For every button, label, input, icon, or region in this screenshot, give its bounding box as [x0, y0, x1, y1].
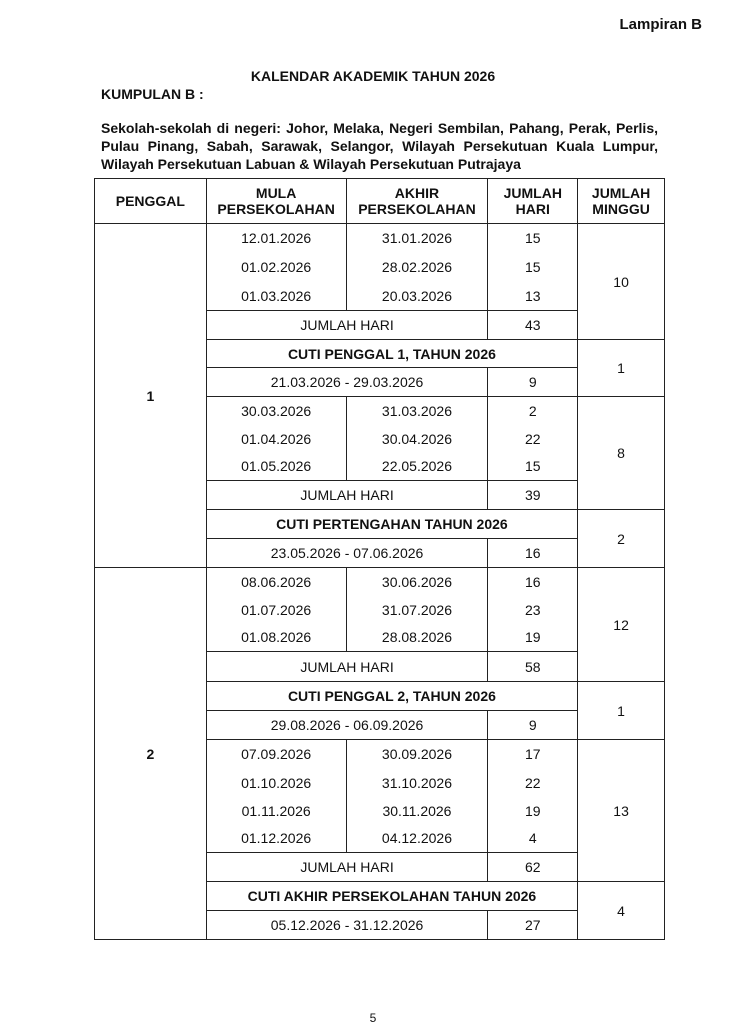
cuti-range: 29.08.2026 - 06.09.2026 — [206, 711, 488, 740]
hari-cell: 15 — [488, 453, 578, 481]
minggu-cell: 2 — [578, 510, 665, 568]
akhir-cell: 30.09.2026 — [346, 740, 488, 769]
mula-cell: 01.05.2026 — [206, 453, 346, 481]
mula-cell: 01.08.2026 — [206, 624, 346, 652]
hari-cell: 23 — [488, 596, 578, 624]
minggu-cell: 1 — [578, 682, 665, 740]
mula-cell: 07.09.2026 — [206, 740, 346, 769]
header-penggal: PENGGAL — [95, 179, 207, 224]
cuti-title: CUTI AKHIR PERSEKOLAHAN TAHUN 2026 — [206, 882, 577, 911]
minggu-cell: 8 — [578, 397, 665, 510]
mula-cell: 01.10.2026 — [206, 769, 346, 797]
hari-cell: 16 — [488, 568, 578, 596]
hari-cell: 22 — [488, 769, 578, 797]
cuti-hari: 9 — [488, 368, 578, 397]
document-title: KALENDAR AKADEMIK TAHUN 2026 — [250, 68, 496, 84]
mula-cell: 01.11.2026 — [206, 797, 346, 825]
jumlah-hari-label: JUMLAH HARI — [206, 481, 488, 510]
hari-cell: 4 — [488, 825, 578, 853]
jumlah-hari-label: JUMLAH HARI — [206, 853, 488, 882]
minggu-cell: 4 — [578, 882, 665, 940]
minggu-cell: 1 — [578, 340, 665, 397]
akhir-cell: 31.03.2026 — [346, 397, 488, 425]
hari-cell: 22 — [488, 425, 578, 453]
hari-cell: 2 — [488, 397, 578, 425]
table-header-row — [95, 179, 665, 224]
akhir-cell: 22.05.2026 — [346, 453, 488, 481]
akhir-cell: 30.11.2026 — [346, 797, 488, 825]
akhir-cell: 28.02.2026 — [346, 253, 488, 282]
minggu-cell: 12 — [578, 568, 665, 682]
cuti-range: 23.05.2026 - 07.06.2026 — [206, 539, 488, 568]
header-jumlah-minggu: JUMLAH MINGGU — [578, 179, 665, 224]
table-row — [95, 568, 665, 596]
hari-cell: 13 — [488, 282, 578, 311]
akhir-cell: 28.08.2026 — [346, 624, 488, 652]
jumlah-hari-total: 62 — [488, 853, 578, 882]
header-mula: MULA PERSEKOLAHAN — [206, 179, 346, 224]
akhir-cell: 30.04.2026 — [346, 425, 488, 453]
hari-cell: 15 — [488, 224, 578, 253]
mula-cell: 01.04.2026 — [206, 425, 346, 453]
akhir-cell: 04.12.2026 — [346, 825, 488, 853]
akhir-cell: 31.10.2026 — [346, 769, 488, 797]
jumlah-hari-total: 43 — [488, 311, 578, 340]
mula-cell: 01.03.2026 — [206, 282, 346, 311]
minggu-cell: 13 — [578, 740, 665, 882]
cuti-hari: 27 — [488, 911, 578, 940]
akhir-cell: 30.06.2026 — [346, 568, 488, 596]
mula-cell: 01.02.2026 — [206, 253, 346, 282]
page-number: 5 — [369, 1011, 377, 1025]
cuti-range: 05.12.2026 - 31.12.2026 — [206, 911, 488, 940]
mula-cell: 01.07.2026 — [206, 596, 346, 624]
minggu-cell: 10 — [578, 224, 665, 340]
hari-cell: 19 — [488, 797, 578, 825]
cuti-hari: 9 — [488, 711, 578, 740]
mula-cell: 12.01.2026 — [206, 224, 346, 253]
cuti-hari: 16 — [488, 539, 578, 568]
hari-cell: 15 — [488, 253, 578, 282]
hari-cell: 17 — [488, 740, 578, 769]
hari-cell: 19 — [488, 624, 578, 652]
states-description: Sekolah-sekolah di negeri: Johor, Melaka, Negeri Sembilan, Pahang, Perak, Perlis, Pulau Pinang, Sabah, Sarawak, Selangor, Wilayah Persekutuan Kuala Lumpur, Wilayah Persekutuan Labuan & Wilayah Persekutuan Putrajaya — [101, 120, 658, 172]
jumlah-hari-total: 39 — [488, 481, 578, 510]
jumlah-hari-total: 58 — [488, 652, 578, 682]
table-row — [95, 224, 665, 253]
academic-calendar-table — [94, 178, 665, 940]
jumlah-hari-label: JUMLAH HARI — [206, 311, 488, 340]
mula-cell: 08.06.2026 — [206, 568, 346, 596]
akhir-cell: 20.03.2026 — [346, 282, 488, 311]
header-akhir: AKHIR PERSEKOLAHAN — [346, 179, 488, 224]
cuti-range: 21.03.2026 - 29.03.2026 — [206, 368, 488, 397]
cuti-title: CUTI PENGGAL 1, TAHUN 2026 — [206, 340, 577, 368]
penggal-2-cell: 2 — [95, 568, 207, 940]
kumpulan-label: KUMPULAN B : — [101, 86, 204, 102]
cuti-title: CUTI PERTENGAHAN TAHUN 2026 — [206, 510, 577, 539]
lampiran-label: Lampiran B — [619, 16, 702, 33]
cuti-title: CUTI PENGGAL 2, TAHUN 2026 — [206, 682, 577, 711]
akhir-cell: 31.01.2026 — [346, 224, 488, 253]
akhir-cell: 31.07.2026 — [346, 596, 488, 624]
penggal-1-cell: 1 — [95, 224, 207, 568]
jumlah-hari-label: JUMLAH HARI — [206, 652, 488, 682]
mula-cell: 01.12.2026 — [206, 825, 346, 853]
header-jumlah-hari: JUMLAH HARI — [488, 179, 578, 224]
mula-cell: 30.03.2026 — [206, 397, 346, 425]
